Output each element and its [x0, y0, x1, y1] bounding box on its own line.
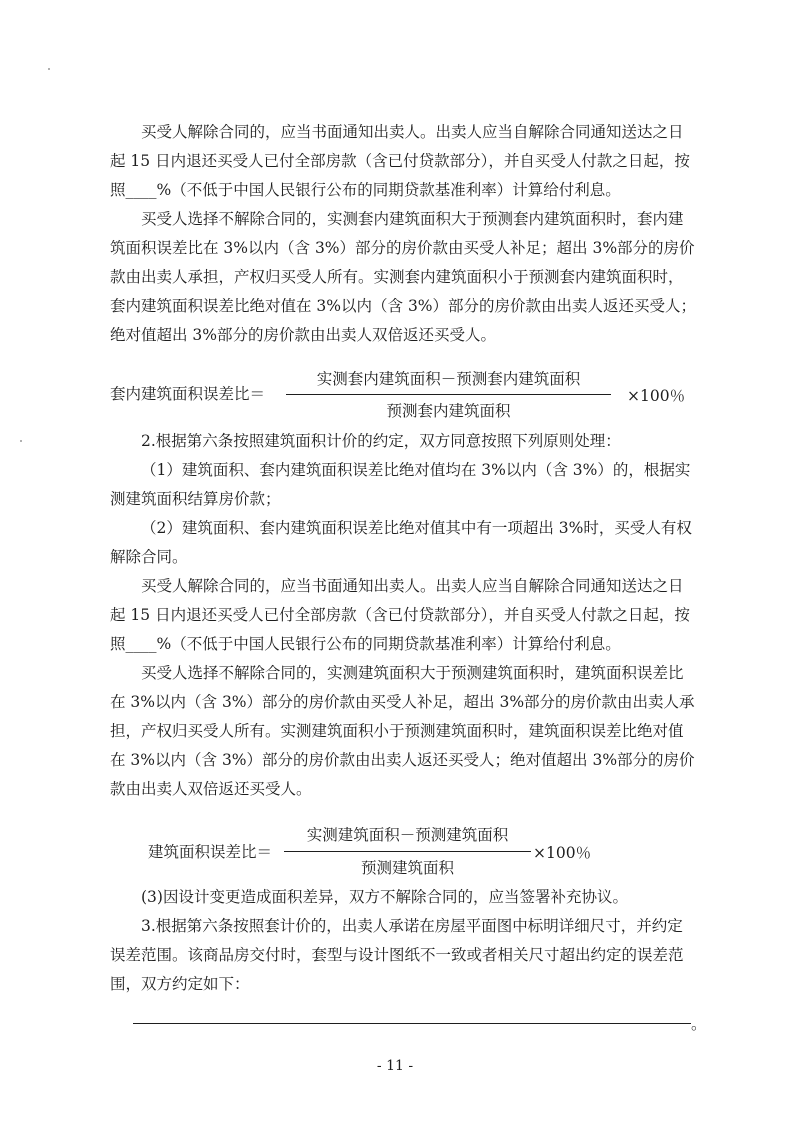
text-line: 解除合同。: [110, 548, 188, 566]
text-line: 起 15 日内退还买受人已付全部房款（含已付贷款部分），并自买受人付款之日起，按: [110, 152, 690, 170]
text-line: (3)因设计变更造成面积差异，双方不解除合同的，应当签署补充协议。: [141, 888, 628, 906]
formula-multiplier: ×100％: [627, 387, 686, 405]
text-line: 测建筑面积结算房价款；: [110, 490, 281, 508]
text-line: 照____%（不低于中国人民银行公布的同期贷款基准利率）计算给付利息。: [110, 181, 621, 199]
text-line: 3.根据第六条按照套计价的，出卖人承诺在房屋平面图中标明详细尺寸，并约定: [141, 917, 683, 935]
text-line: 在 3%以内（含 3%）部分的房价款由出卖人返还买受人；绝对值超出 3%部分的房价: [110, 751, 695, 769]
text-line: 套内建筑面积误差比绝对值在 3%以内（含 3%）部分的房价款由出卖人返还买受人；: [110, 297, 697, 315]
text-line: 照____%（不低于中国人民银行公布的同期贷款基准利率）计算给付利息。: [110, 635, 621, 653]
text-line: 买受人选择不解除合同的，实测套内建筑面积大于预测套内建筑面积时，套内建: [141, 210, 684, 228]
text-line: 担，产权归买受人所有。实测建筑面积小于预测建筑面积时，建筑面积误差比绝对值: [110, 722, 684, 740]
text-line: 筑面积误差比在 3%以内（含 3%）部分的房价款由买受人补足；超出 3%部分的房价: [110, 239, 695, 257]
text-line: 2.根据第六条按照建筑面积计价的约定，双方同意按照下列原则处理：: [141, 432, 621, 450]
text-line: 买受人解除合同的，应当书面通知出卖人。出卖人应当自解除合同通知送达之日: [141, 123, 684, 141]
text-line: 买受人选择不解除合同的，实测建筑面积大于预测建筑面积时，建筑面积误差比: [141, 664, 684, 682]
text-line: （2）建筑面积、套内建筑面积误差比绝对值其中有一项超出 3%时，买受人有权: [141, 519, 692, 537]
text-line: 起 15 日内退还买受人已付全部房款（含已付贷款部分），并自买受人付款之日起，按: [110, 606, 690, 624]
agreement-blank-line[interactable]: [133, 1023, 691, 1024]
formula-multiplier: ×100％: [533, 844, 592, 862]
fraction-bar: [284, 851, 531, 852]
text-line: （1）建筑面积、套内建筑面积误差比绝对值均在 3%以内（含 3%）的，根据实: [141, 461, 691, 479]
scan-speck: [48, 68, 50, 70]
scan-speck: [20, 440, 22, 442]
paragraph-no-rescission-inner-area: [110, 205, 697, 350]
text-line: 买受人解除合同的，应当书面通知出卖人。出卖人应当自解除合同通知送达之日: [141, 577, 684, 595]
page-number: - 11 -: [376, 1058, 414, 1074]
text-line: 误差范围。该商品房交付时，套型与设计图纸不一致或者相关尺寸超出约定的误差范: [110, 946, 684, 964]
text-line: 款由出卖人承担，产权归买受人所有。实测套内建筑面积小于预测套内建筑面积时，: [110, 268, 684, 286]
text-line: 在 3%以内（含 3%）部分的房价款由买受人补足，超出 3%部分的房价款由出卖人承: [110, 693, 695, 711]
paragraph-building-area-rules: [110, 427, 695, 804]
text-line: 绝对值超出 3%部分的房价款由出卖人双倍返还买受人。: [110, 326, 497, 344]
text-line: 款由出卖人双倍返还买受人。: [110, 780, 312, 798]
text-line: 围，双方约定如下：: [110, 975, 250, 993]
formula-lhs: 套内建筑面积误差比＝: [110, 385, 266, 403]
formula-denominator: 预测套内建筑面积: [386, 402, 511, 420]
formula-lhs: 建筑面积误差比＝: [148, 843, 273, 861]
closing-period: 。: [691, 1015, 707, 1033]
formula-numerator: 实测建筑面积－预测建筑面积: [306, 826, 509, 844]
formula-numerator: 实测套内建筑面积－预测套内建筑面积: [316, 370, 581, 388]
formula-denominator: 预测建筑面积: [360, 859, 454, 877]
paragraph-rescission-notice-1: [110, 118, 690, 205]
fraction-bar: [286, 394, 611, 395]
paragraph-design-change-and-suite: [110, 883, 690, 999]
